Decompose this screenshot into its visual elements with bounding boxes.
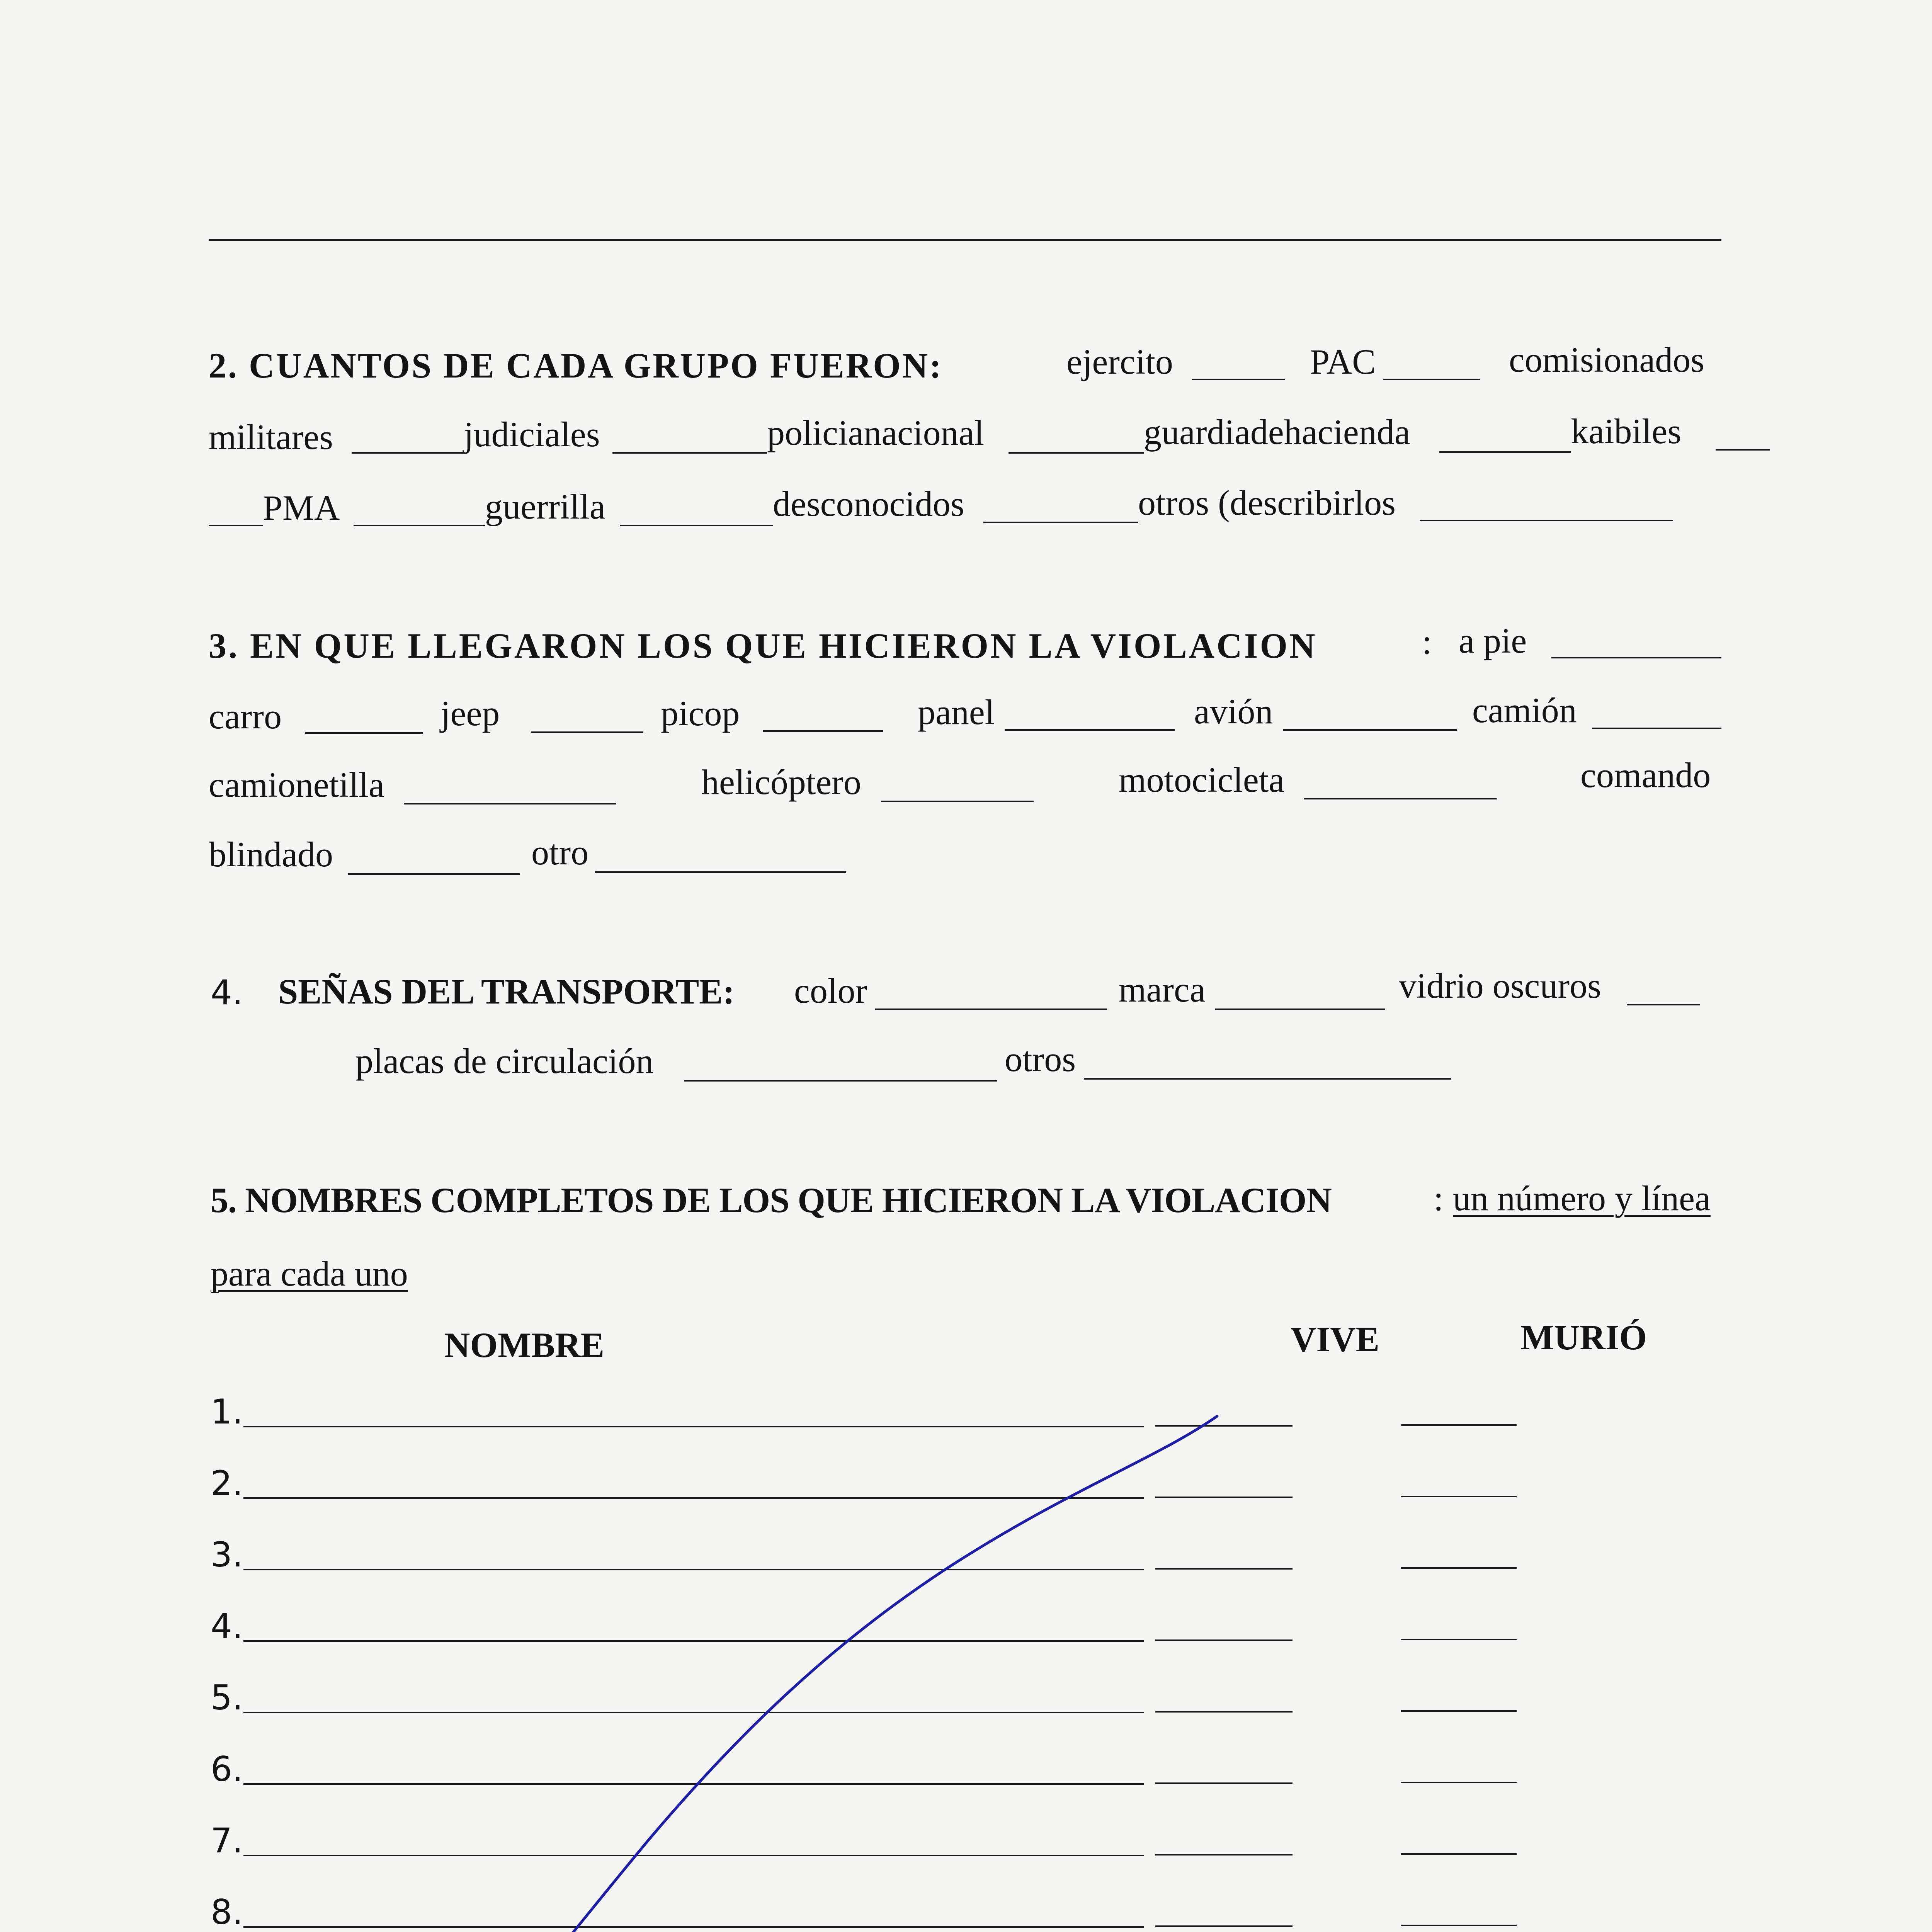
q3-blindado-blank[interactable] <box>348 873 520 875</box>
q4-color-blank[interactable] <box>875 1009 1107 1010</box>
q5-row-murio-blank[interactable] <box>1401 1925 1517 1926</box>
q5-row-name-blank[interactable] <box>243 1855 1144 1856</box>
q3-motocicleta-blank[interactable] <box>1304 798 1497 799</box>
q3-carro-label: carro <box>209 697 282 736</box>
q3-panel-blank[interactable] <box>1005 729 1175 731</box>
q5-row-murio-blank[interactable] <box>1401 1853 1517 1855</box>
q3-picop-label: picop <box>661 694 740 733</box>
q2-kaibiles-blank[interactable] <box>1716 449 1770 451</box>
q5-row-number: 3. <box>211 1535 243 1575</box>
q5-column-vive: VIVE <box>1291 1320 1380 1359</box>
q5-instruction-b: para cada uno <box>211 1254 408 1293</box>
q3-a-pie-blank[interactable] <box>1551 657 1721 658</box>
q5-row-vive-blank[interactable] <box>1155 1711 1293 1713</box>
q4-otros-blank[interactable] <box>1084 1078 1451 1080</box>
q4-placas-blank[interactable] <box>684 1080 997 1082</box>
q5-row-vive-blank[interactable] <box>1155 1568 1293 1570</box>
q2-comisionados-label: comisionados <box>1509 340 1704 379</box>
q2-judiciales-label: judiciales <box>464 415 600 454</box>
q2-pma-label: PMA <box>263 488 340 527</box>
q2-otros-blank[interactable] <box>1420 520 1673 521</box>
q3-otro-blank[interactable] <box>595 871 846 873</box>
q5-row-vive-blank[interactable] <box>1155 1925 1293 1927</box>
q5-row-name-blank[interactable] <box>243 1569 1144 1570</box>
q2-militares-label: militares <box>209 417 333 457</box>
q2-desconocidos-blank[interactable] <box>983 522 1138 523</box>
q3-heading: 3. EN QUE LLEGARON LOS QUE HICIERON LA VIOLACION <box>209 626 1317 665</box>
q2-policia-label: policianacional <box>767 413 984 452</box>
q5-row-murio-blank[interactable] <box>1401 1567 1517 1569</box>
q5-row-name-blank[interactable] <box>243 1783 1144 1785</box>
q2-guardia-label: guardiadehacienda <box>1144 412 1410 452</box>
q2-guardia-blank[interactable] <box>1439 451 1571 453</box>
q2-kaibiles-label: kaibiles <box>1571 412 1682 451</box>
q2-ejercito-label: ejercito <box>1066 342 1173 381</box>
q5-row-number: 6. <box>211 1749 243 1789</box>
q5-row-vive-blank[interactable] <box>1155 1425 1293 1427</box>
q5-row-name-blank[interactable] <box>243 1426 1144 1427</box>
q5-row-vive-blank[interactable] <box>1155 1639 1293 1641</box>
q5-row-number: 8. <box>211 1892 243 1932</box>
q3-blindado-label: blindado <box>209 835 333 874</box>
q2-judiciales-blank[interactable] <box>612 452 767 454</box>
q2-policia-blank[interactable] <box>1009 452 1144 454</box>
q2-militares-blank[interactable] <box>352 452 464 454</box>
q5-row-name-blank[interactable] <box>243 1497 1144 1499</box>
q2-otros-label: otros (describirlos <box>1138 483 1396 522</box>
q5-colon: : <box>1434 1179 1444 1218</box>
q4-otros-label: otros <box>1005 1039 1076 1079</box>
q5-row-murio-blank[interactable] <box>1401 1639 1517 1640</box>
q5-column-murio: MURIÓ <box>1520 1318 1647 1357</box>
q4-heading: SEÑAS DEL TRANSPORTE: <box>278 972 735 1011</box>
q5-row-number: 7. <box>211 1821 243 1861</box>
q5-heading: 5. NOMBRES COMPLETOS DE LOS QUE HICIERON LA VIOLACION <box>211 1180 1332 1220</box>
q4-vidrio-label: vidrio oscuros <box>1399 966 1601 1005</box>
q2-ejercito-blank[interactable] <box>1192 379 1285 380</box>
q3-camionetilla-blank[interactable] <box>404 803 616 804</box>
top-answer-line[interactable] <box>209 239 1721 241</box>
q5-row-number: 1. <box>211 1392 243 1432</box>
q3-avion-blank[interactable] <box>1283 729 1457 731</box>
q3-helicoptero-label: helicóptero <box>701 762 861 802</box>
q2-guerrilla-blank[interactable] <box>620 525 773 526</box>
q5-row-number: 4. <box>211 1606 243 1646</box>
q5-row-vive-blank[interactable] <box>1155 1854 1293 1855</box>
q3-jeep-blank[interactable] <box>531 731 643 733</box>
q3-a-pie-label: a pie <box>1459 621 1527 660</box>
q3-panel-label: panel <box>918 692 995 732</box>
q4-marca-label: marca <box>1119 970 1206 1009</box>
q5-row-murio-blank[interactable] <box>1401 1496 1517 1497</box>
q3-colon: : <box>1422 622 1432 662</box>
q4-vidrio-blank[interactable] <box>1627 1004 1700 1005</box>
q4-color-label: color <box>794 971 867 1010</box>
q3-camionetilla-label: camionetilla <box>209 765 384 804</box>
q3-helicoptero-blank[interactable] <box>881 801 1034 802</box>
q5-row-number: 2. <box>211 1463 243 1503</box>
q2-pac-blank[interactable] <box>1383 379 1480 380</box>
q5-row-murio-blank[interactable] <box>1401 1424 1517 1426</box>
q3-carro-blank[interactable] <box>305 732 423 734</box>
q5-row-murio-blank[interactable] <box>1401 1710 1517 1712</box>
q5-row-name-blank[interactable] <box>243 1640 1144 1642</box>
q3-avion-label: avión <box>1194 692 1273 731</box>
q2-guerrilla-label: guerrilla <box>485 487 605 526</box>
q3-motocicleta-label: motocicleta <box>1119 760 1285 799</box>
q5-column-nombre: NOMBRE <box>444 1325 604 1365</box>
q2-desconocidos-label: desconocidos <box>773 484 964 524</box>
q3-otro-label: otro <box>531 833 589 872</box>
q3-jeep-label: jeep <box>440 694 500 733</box>
q5-row-name-blank[interactable] <box>243 1712 1144 1713</box>
q2-pma-lead-blank[interactable] <box>209 525 263 526</box>
q5-row-name-blank[interactable] <box>243 1926 1144 1928</box>
q4-number: 4. <box>211 973 243 1012</box>
q5-row-vive-blank[interactable] <box>1155 1497 1293 1498</box>
q3-picop-blank[interactable] <box>763 730 883 732</box>
q4-placas-label: placas de circulación <box>355 1041 654 1081</box>
q4-marca-blank[interactable] <box>1215 1009 1385 1010</box>
q5-row-murio-blank[interactable] <box>1401 1782 1517 1783</box>
q3-comando-label: comando <box>1580 755 1711 795</box>
q3-camion-label: camión <box>1472 690 1577 730</box>
q5-row-number: 5. <box>211 1678 243 1718</box>
q5-instruction-a: un número y línea <box>1453 1179 1711 1218</box>
q2-heading: 2. CUANTOS DE CADA GRUPO FUERON: <box>209 346 943 385</box>
q2-pac-label: PAC <box>1310 342 1376 381</box>
q2-pma-blank[interactable] <box>354 525 485 526</box>
q5-row-vive-blank[interactable] <box>1155 1782 1293 1784</box>
q3-camion-blank[interactable] <box>1592 728 1721 729</box>
